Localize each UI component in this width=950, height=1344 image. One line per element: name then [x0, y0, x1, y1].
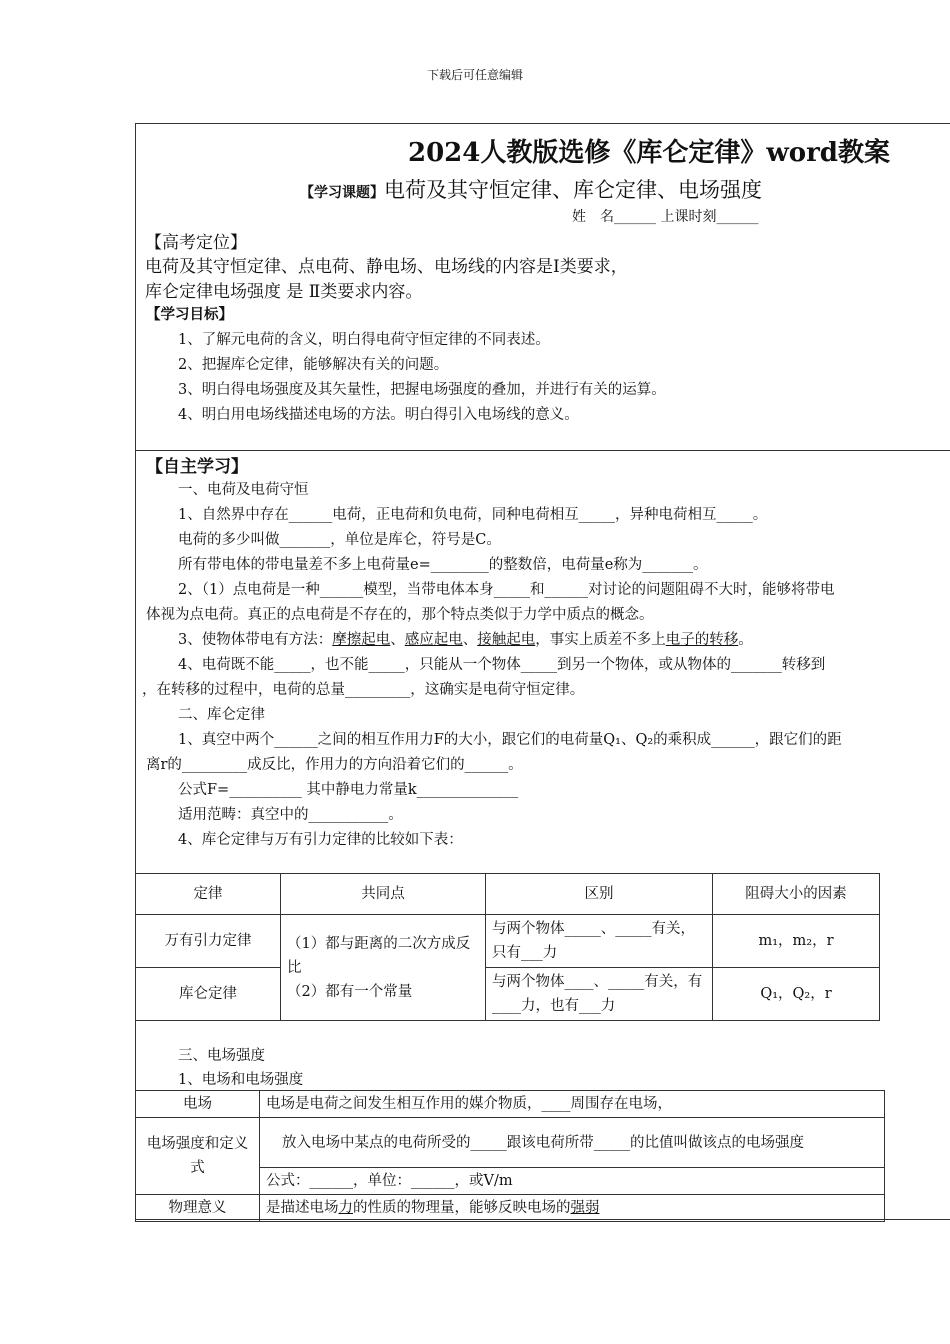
- table-row: [136, 968, 880, 1021]
- table-row: [136, 1118, 885, 1168]
- gaokao-line-1: 电荷及其守恒定律、点电荷、静电场、电场线的内容是Ⅰ类要求，: [145, 257, 628, 277]
- common-point: （2）都有一个常量: [287, 983, 413, 1000]
- factors: Q₁，Q₂，r: [713, 968, 880, 1021]
- table-row: [136, 1195, 885, 1222]
- table-header-row: [136, 874, 880, 915]
- strength-word: 强弱: [570, 1200, 600, 1216]
- table-row: [136, 1091, 885, 1118]
- subtitle: [300, 174, 762, 204]
- self-study-heading: 【自主学习】: [146, 457, 248, 477]
- s1-line-7: 4、电荷既不能_____，也不能_____，只能从一个物体_____到另一个物体，或从物体的_______转移到: [178, 657, 826, 673]
- col-header: 定律: [136, 874, 281, 915]
- row-text: 电场是电荷之间发生相互作用的媒介物质，____周围存在电场，: [260, 1091, 885, 1118]
- s2-line-5: 4、库仑定律与万有引力定律的比较如下表：: [178, 832, 463, 848]
- row-label: 电场强度和定义式: [136, 1118, 260, 1195]
- s2-line-3: 公式F=__________ 其中静电力常量k______________: [178, 782, 519, 798]
- text-span: 、: [462, 632, 478, 648]
- method-induction: 感应起电: [404, 632, 463, 648]
- s2-line-1: 1、真空中两个______之间的相互作用力F的大小，跟它们的电荷量Q₁、Q₂的乘积成______，跟它们的距: [178, 732, 842, 748]
- s2-line-4: 适用范畴：真空中的___________。: [178, 807, 403, 823]
- text-span: 是描述电场: [266, 1200, 339, 1216]
- factors: m₁，m₂，r: [713, 915, 880, 968]
- s1-line-3: 所有带电体的带电量差不多上电荷量e=________的整数倍，电荷量e称为_______。: [178, 557, 708, 573]
- field-table: [135, 1090, 885, 1222]
- col-header: 区别: [486, 874, 713, 915]
- row-label: 物理意义: [136, 1195, 260, 1222]
- text-span: ，事实上质差不多上: [535, 632, 666, 648]
- section-divider: [135, 450, 950, 451]
- formula-row: 公式：______，单位：______，或V/m: [260, 1168, 885, 1195]
- goal-item: 3、明白得电场强度及其矢量性，把握电场强度的叠加，并进行有关的运算。: [178, 382, 666, 398]
- goal-item: 2、把握库仑定律，能够解决有关的问题。: [178, 357, 449, 373]
- common-point: （1）都与距离的二次方成反比: [287, 935, 471, 976]
- method-contact: 接触起电: [477, 632, 536, 648]
- s2-line-2: 离r的_________成反比，作用力的方向沿着它们的______。: [146, 757, 523, 773]
- s1-line-1: 1、自然界中存在______电荷，正电荷和负电荷，同种电荷相互_____，异种电荷相互_____。: [178, 507, 768, 523]
- s1-line-6: [178, 628, 753, 649]
- s1-line-2: 电荷的多少叫做_______，单位是库仑，符号是C。: [178, 532, 501, 548]
- col-header: 阻碍大小的因素: [713, 874, 880, 915]
- s1-line-8: ，在转移的过程中，电荷的总量_________，这确实是电荷守恒定律。: [142, 682, 585, 698]
- gaokao-heading: 【高考定位】: [145, 233, 247, 253]
- method-friction: 摩擦起电: [332, 632, 391, 648]
- row-label: 电场: [136, 1091, 260, 1118]
- row-text: [260, 1195, 885, 1222]
- name-line: 姓 名______ 上课时刻______: [572, 209, 759, 225]
- row-text: 放入电场中某点的电荷所受的_____跟该电荷所带_____的比值叫做该点的电场强度: [260, 1118, 885, 1168]
- header-note: 下载后可任意编辑: [426, 68, 523, 82]
- force-word: 力: [338, 1200, 353, 1216]
- section3-title: 三、电场强度: [178, 1048, 265, 1064]
- goal-item: 4、明白用电场线描述电场的方法。明白得引入电场线的意义。: [178, 407, 579, 423]
- text-span: 的性质的物理量，能够反映电场的: [353, 1200, 571, 1216]
- difference: 与两个物体_____、_____有关，只有___力: [486, 915, 713, 968]
- electron-transfer: 电子的转移: [665, 632, 739, 648]
- goal-item: 1、了解元电荷的含义，明白得电荷守恒定律的不同表述。: [178, 332, 550, 348]
- text-span: 。: [738, 632, 753, 648]
- text-span: 、: [390, 632, 405, 648]
- s1-line-4: 2、（1）点电荷是一种______模型，当带电体本身_____和______对讨论的问题阻碍不大时，能够将带电: [178, 582, 835, 598]
- section2-title: 二、库仑定律: [178, 707, 265, 723]
- text-span: 3、使物体带电有方法：: [178, 632, 333, 648]
- subtitle-tag: 【学习课题】: [300, 185, 384, 201]
- col-header: 共同点: [281, 874, 486, 915]
- difference: 与两个物体____、_____有关，有____力，也有___力: [486, 968, 713, 1021]
- goals-heading: 【学习目标】: [146, 307, 233, 323]
- common-points: [281, 915, 486, 1021]
- table-row: [136, 915, 880, 968]
- law-name: 万有引力定律: [136, 915, 281, 968]
- doc-title: 2024人教版选修《库仑定律》word教案: [408, 138, 890, 168]
- section1-title: 一、电荷及电荷守恒: [178, 482, 309, 498]
- s1-line-5: 体视为点电荷。真正的点电荷是不存在的，那个特点类似于力学中质点的概念。: [146, 607, 654, 623]
- section3-sub: 1、电场和电场强度: [178, 1072, 304, 1088]
- subtitle-text: 电荷及其守恒定律、库仑定律、电场强度: [384, 178, 762, 202]
- gaokao-line-2: 库仑定律电场强度 是 Ⅱ类要求内容。: [145, 282, 423, 302]
- compare-table: [135, 873, 880, 1021]
- law-name: 库仑定律: [136, 968, 281, 1021]
